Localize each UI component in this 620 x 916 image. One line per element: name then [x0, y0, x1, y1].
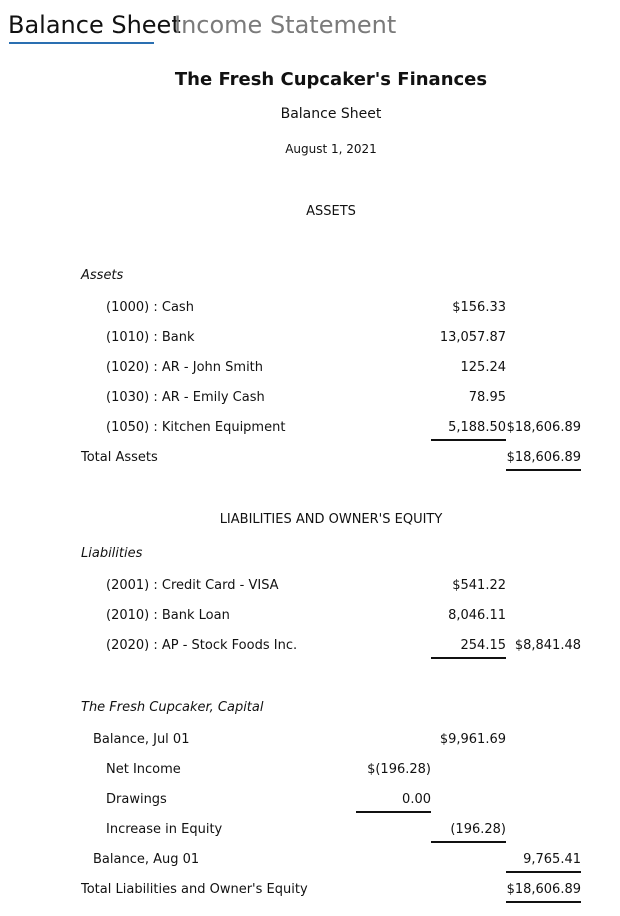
account-label: (1050) : Kitchen Equipment — [106, 420, 286, 435]
report-name: Balance Sheet — [280, 106, 382, 122]
balance-start-label: Balance, Jul 01 — [93, 732, 190, 747]
account-label: (2010) : Bank Loan — [106, 608, 230, 623]
subtotal-rule — [431, 657, 506, 659]
subtotal-rule — [431, 439, 506, 441]
increase-in-equity-label: Increase in Equity — [106, 822, 223, 837]
drawings-value: 0.00 — [402, 792, 431, 807]
liabilities-group-label: Liabilities — [81, 546, 143, 561]
increase-in-equity-value: (196.28) — [450, 822, 506, 837]
balance-start-value: $9,961.69 — [439, 732, 506, 747]
subtotal-rule — [431, 841, 506, 843]
account-label: (2001) : Credit Card - VISA — [106, 578, 279, 593]
tab-income-statement[interactable]: Income Statement — [174, 11, 397, 39]
account-label: (1030) : AR - Emily Cash — [106, 390, 265, 405]
drawings-label: Drawings — [106, 792, 167, 807]
report-date: August 1, 2021 — [285, 142, 377, 156]
subtotal-rule — [506, 871, 581, 873]
total-rule — [506, 469, 581, 471]
equity-group-label: The Fresh Cupcaker, Capital — [81, 700, 264, 715]
account-amount: $541.22 — [452, 578, 506, 593]
total-assets-label: Total Assets — [81, 450, 158, 465]
net-income-value: $(196.28) — [367, 762, 431, 777]
tab-balance-sheet[interactable]: Balance Sheet — [8, 11, 181, 39]
report-company-title: The Fresh Cupcaker's Finances — [174, 69, 488, 90]
net-income-label: Net Income — [106, 762, 181, 777]
active-tab-indicator — [9, 42, 154, 44]
account-amount: 78.95 — [468, 390, 506, 405]
liabilities-subtotal: $8,841.48 — [514, 638, 581, 653]
account-amount: 13,057.87 — [439, 330, 506, 345]
total-liabilities-equity-value: $18,606.89 — [506, 882, 581, 897]
account-amount: 254.15 — [460, 638, 506, 653]
assets-subtotal: $18,606.89 — [506, 420, 581, 435]
account-amount: 5,188.50 — [448, 420, 506, 435]
total-liabilities-equity-label: Total Liabilities and Owner's Equity — [81, 882, 308, 897]
subtotal-rule — [356, 811, 431, 813]
account-label: (1020) : AR - John Smith — [106, 360, 264, 375]
balance-end-label: Balance, Aug 01 — [93, 852, 200, 867]
assets-heading: ASSETS — [306, 204, 356, 219]
account-amount: 125.24 — [460, 360, 506, 375]
account-label: (2020) : AP - Stock Foods Inc. — [106, 638, 298, 653]
account-label: (1000) : Cash — [106, 300, 194, 315]
account-label: (1010) : Bank — [106, 330, 195, 345]
account-amount: 8,046.11 — [448, 608, 506, 623]
liabilities-equity-heading: LIABILITIES AND OWNER'S EQUITY — [219, 512, 443, 527]
total-assets-value: $18,606.89 — [506, 450, 581, 465]
assets-group-label: Assets — [81, 268, 124, 283]
account-amount: $156.33 — [452, 300, 506, 315]
balance-end-value: 9,765.41 — [523, 852, 581, 867]
total-rule — [506, 901, 581, 903]
